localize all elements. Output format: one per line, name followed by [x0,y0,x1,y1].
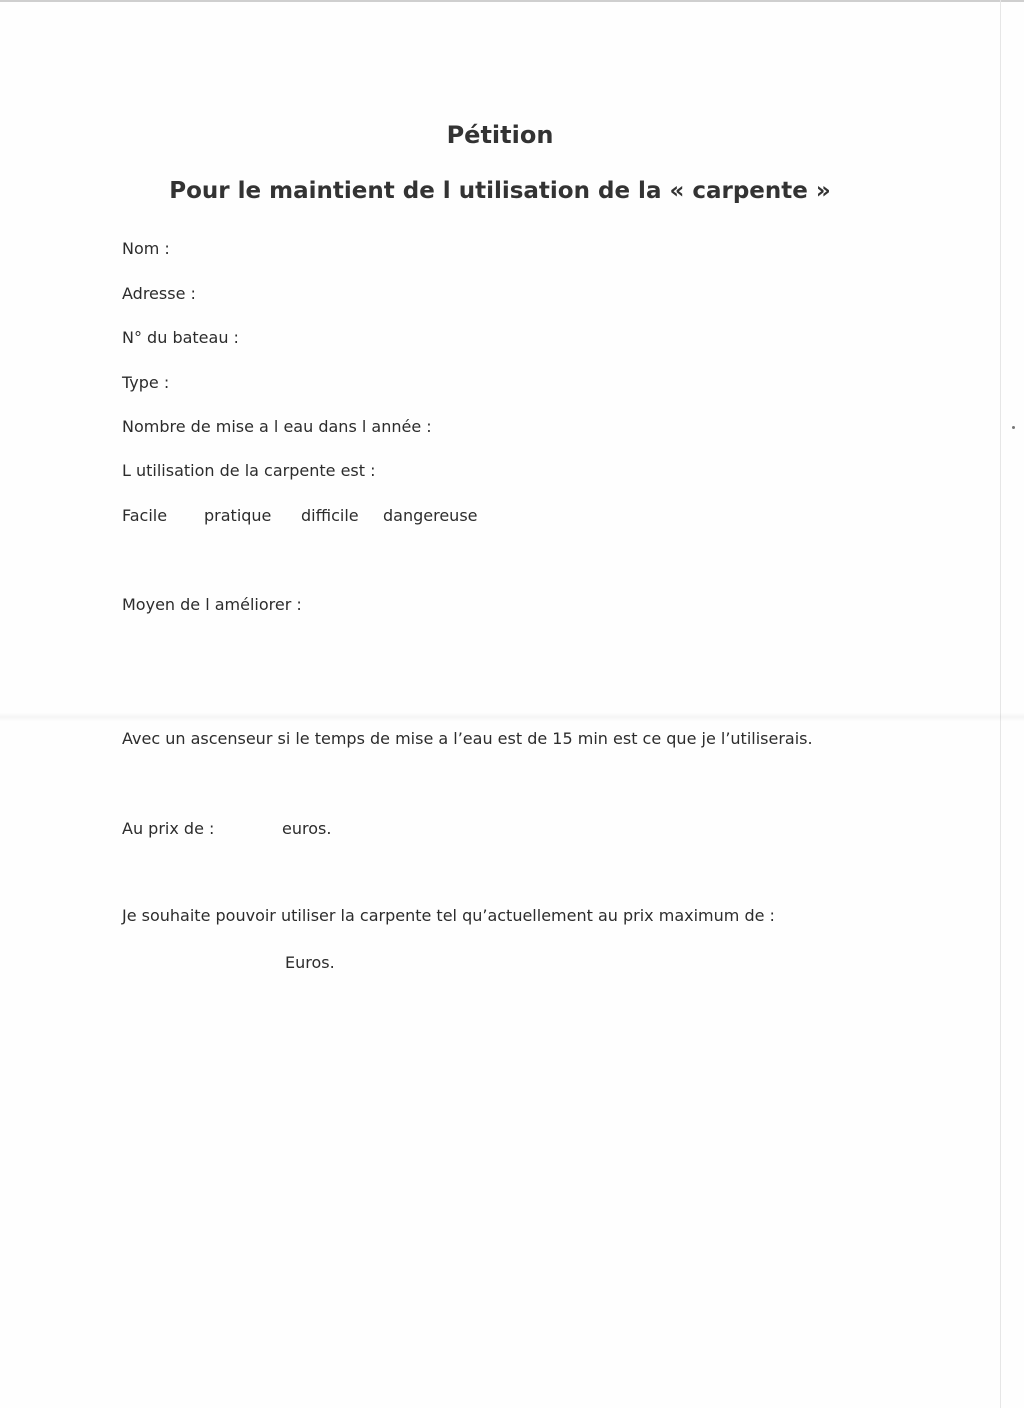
scan-right-edge [1000,0,1001,1408]
souhait-unit: Euros. [285,953,335,972]
souhait-text: Je souhaite pouvoir utiliser la carpente tel qu’actuellement au prix maximum de : [122,906,775,925]
question-ascenseur: Avec un ascenseur si le temps de mise a l’eau est de 15 min est ce que je l’utiliserais. [122,729,813,748]
prix-label: Au prix de : [122,819,215,838]
field-type: Type : [122,373,170,392]
option-difficile: difficile [301,506,359,525]
page-subtitle: Pour le maintient de l utilisation de la « carpente » [169,178,831,204]
field-bateau: N° du bateau : [122,328,239,347]
scan-top-edge [0,0,1024,2]
field-nom: Nom : [122,239,170,258]
field-utilisation: L utilisation de la carpente est : [122,461,376,480]
field-adresse: Adresse : [122,284,196,303]
option-pratique: pratique [204,506,272,525]
scan-speck [1012,426,1015,429]
field-ameliorer: Moyen de l améliorer : [122,595,302,614]
option-dangereuse: dangereuse [383,506,478,525]
option-facile: Facile [122,506,168,525]
field-mises-a-l-eau: Nombre de mise a l eau dans l année : [122,417,432,436]
prix-unit: euros. [282,819,332,838]
page-title: Pétition [446,121,554,149]
scan-band [0,712,1024,722]
